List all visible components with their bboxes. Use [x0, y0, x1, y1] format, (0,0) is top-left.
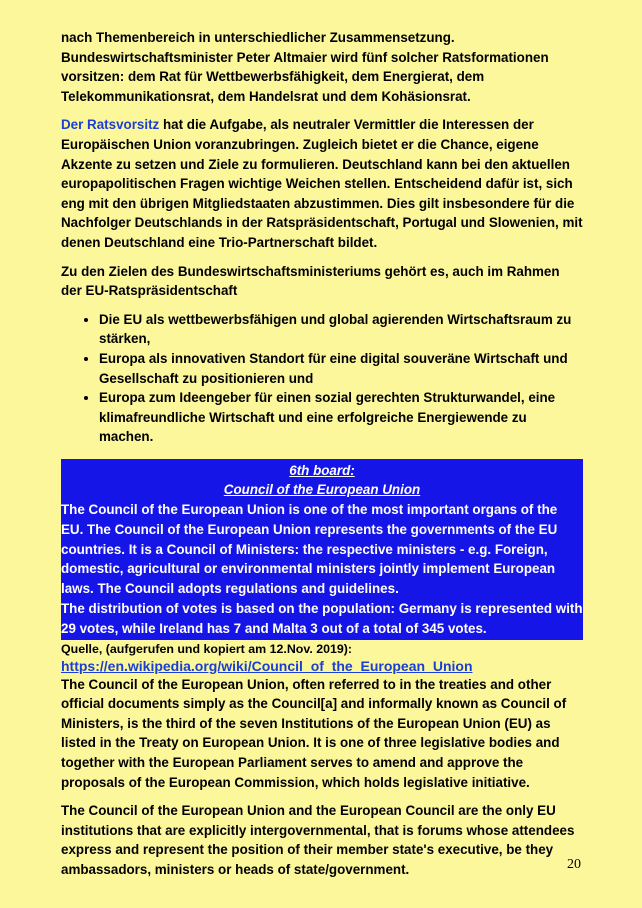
paragraph-ministry-goals: Zu den Zielen des Bundeswirtschaftsministeriums gehört es, auch im Rahmen der EU-Ratspräsidentschaft	[61, 263, 560, 299]
board-votes-text: The distribution of votes is based on the population: Germany is represented with 29 votes, while Ireland has 7 and Malta 3 out of a total of 345 votes.	[61, 601, 583, 636]
board-description: The Council of the European Union is one of the most important organs of the EU. The Council of the European Union represents the governments of the EU countries. It is a Council of Ministers: the respective ministers - e.g. Foreign, domestic, agricultural or environmental ministers jointly implement European laws. The Council adopts regulations and guidelines.	[61, 502, 558, 597]
board-number-heading: 6th board:	[289, 462, 355, 478]
list-item: • Europa zum Ideengeber für einen sozial gerechten Strukturwandel, eine klimafreundliche Wirtschaft und eine erfolgreiche Energiewende zu machen.	[99, 388, 583, 447]
list-item: • Europa als innovativen Standort für eine digital souveräne Wirtschaft und Gesellschaft zu positionieren und	[99, 349, 583, 388]
paragraph-intergovernmental: The Council of the European Union and the European Council are the only EU institutions that are explicitly intergovernmental, that is forums whose attendees express and represent the position of their member state's executive, be they ambassadors, ministers or heads of state/government.	[61, 803, 575, 877]
paragraph-council-presidency-text: hat die Aufgabe, als neutraler Vermittler die Interessen der Europäischen Union voranzubringen. Zugleich bietet er die Chance, eigene Akzente zu setzen und Ziele zu formulieren. Deutschland kann bei den aktuellen europapolitischen Fragen wichtige Weichen stellen. Entscheidend dafür ist, sich eng mit den übrigen Mitgliedstaaten abzustimmen. Dies gilt insbesondere für die Nachfolger Deutschlands in der Ratspräsidentschaft, Portugal und Slowenien, mit denen Deutschland eine Trio-Partnerschaft bildet.	[61, 117, 583, 250]
source-label: Quelle, (aufgerufen und kopiert am 12.Nov. 2019):	[61, 641, 353, 656]
source-url-link[interactable]: https://en.wikipedia.org/wiki/Council_of_the_European_Union	[61, 657, 473, 674]
board-info-box	[61, 459, 583, 640]
list-item: • Die EU als wettbewerbsfähigen und global agierenden Wirtschaftsraum zu stärken,	[99, 310, 583, 349]
goals-list	[61, 310, 583, 447]
paragraph-council-presidency	[61, 115, 583, 252]
paragraph-council-definition: The Council of the European Union, often referred to in the treaties and other official documents simply as the Council[a] and informally known as Council of Ministers, is the third of the seven Institutions of the European Union (EU) as listed in the Treaty on European Union. It is one of three legislative bodies and together with the European Parliament serves to amend and approve the proposals of the European Commission, which holds legislative initiative.	[61, 676, 567, 790]
ratsvorsitz-link[interactable]: Der Ratsvorsitz	[61, 117, 160, 133]
page-body	[61, 28, 583, 889]
board-title-heading: Council of the European Union	[223, 482, 421, 498]
page-number: 20	[567, 857, 581, 872]
paragraph-council-formations: nach Themenbereich in unterschiedlicher Zusammensetzung. Bundeswirtschaftsminister Peter Altmaier wird fünf solcher Ratsformationen vorsitzen: dem Rat für Wettbewerbsfähigkeit, dem Energierat, dem Telekommunikationsrat, dem Handelsrat und dem Kohäsionsrat.	[61, 30, 549, 104]
